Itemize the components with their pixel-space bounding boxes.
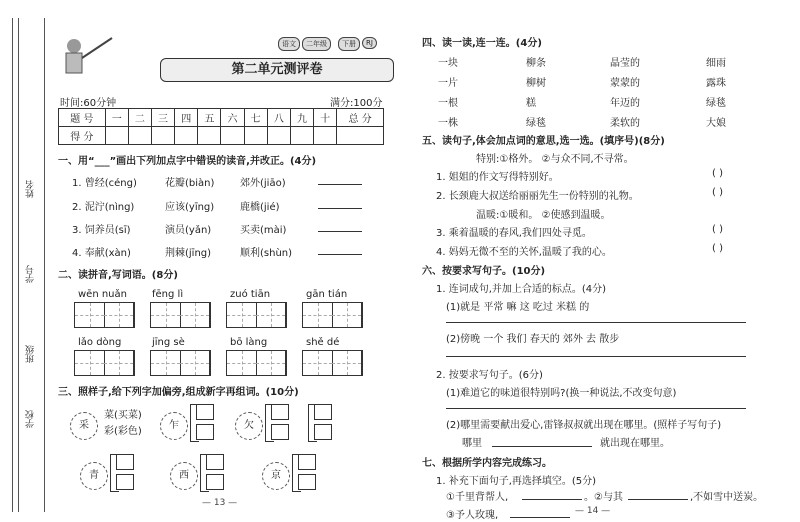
fill-text: 。②与其 (584, 492, 623, 503)
score-input[interactable] (314, 127, 337, 145)
score-cell: 五 (198, 109, 221, 127)
mascot-illustration (56, 34, 116, 80)
match-item[interactable]: 柔软的 (610, 118, 640, 129)
tag-subject: 语文 (278, 37, 300, 51)
char-box[interactable] (271, 424, 289, 440)
answer-line[interactable] (510, 517, 570, 518)
answer-line[interactable] (318, 208, 362, 209)
answer-line[interactable] (446, 356, 746, 357)
score-cell: 三 (151, 109, 174, 127)
binding-line (18, 18, 19, 512)
score-input[interactable] (198, 127, 221, 145)
pinyin: gān tián (306, 289, 348, 300)
example-word: 菜(买菜) (104, 410, 142, 421)
q1-item: 3. 饲养员(sī) (72, 225, 131, 236)
q1-item: 2. 泥泞(nìng) (72, 202, 135, 213)
match-item[interactable]: 绿毯 (526, 118, 546, 129)
definition: 温暖:①暖和。 ②使感到温暖。 (476, 210, 611, 221)
page-number-right: — 14 — (575, 506, 611, 516)
char-box[interactable] (206, 454, 224, 470)
match-item[interactable]: 一片 (438, 78, 458, 89)
q1-item: 演员(yǎn) (165, 225, 212, 236)
q6-task: (2)哪里需要献出爱心,雷锋叔叔就出现在哪里。(照样子写句子) (446, 420, 722, 431)
q1-item: 买卖(mài) (240, 225, 287, 236)
char-flower: 采 (70, 412, 98, 440)
char-box[interactable] (116, 454, 134, 470)
match-item[interactable]: 年迈的 (610, 98, 640, 109)
score-table (58, 108, 384, 145)
char-flower: 乍 (160, 412, 188, 440)
writing-grid[interactable] (302, 302, 363, 328)
match-item[interactable]: 晶莹的 (610, 58, 640, 69)
char-box[interactable] (314, 404, 332, 420)
score-input[interactable] (128, 127, 151, 145)
match-item[interactable]: 蒙蒙的 (610, 78, 640, 89)
match-item[interactable]: 细雨 (706, 58, 726, 69)
full-score: 满分:100分 (330, 98, 383, 109)
score-cell: 七 (244, 109, 267, 127)
match-item[interactable]: 露珠 (706, 78, 726, 89)
char-box[interactable] (206, 474, 224, 490)
name-label: 姓名 (26, 180, 36, 198)
answer-line[interactable] (446, 322, 746, 323)
answer-paren[interactable]: ( ) (712, 243, 723, 254)
q6-task: (1)难道它的味道很特别吗?(换一种说法,不改变句意) (446, 388, 677, 399)
score-input[interactable] (175, 127, 198, 145)
q1-item: 顺利(shùn) (240, 248, 293, 259)
pinyin: bō làng (230, 337, 268, 348)
q5-title: 五、读句子,体会加点词的意思,选一选。(填序号)(8分) (422, 136, 665, 147)
pattern-end: 就出现在哪里。 (600, 438, 670, 449)
q4-title: 四、读一读,连一连。(4分) (422, 38, 542, 49)
q7-title: 七、根据所学内容完成练习。 (422, 458, 552, 469)
match-item[interactable]: 一株 (438, 118, 458, 129)
definition: 特别:①格外。 ②与众不同,不寻常。 (476, 154, 634, 165)
char-flower: 青 (80, 462, 108, 490)
fill-text: ,不如雪中送炭。 (690, 492, 764, 503)
score-table-header (59, 109, 384, 127)
answer-line[interactable] (318, 231, 362, 232)
q5-sentence: 2. 长颈鹿大叔送给丽丽先生一份特别的礼物。 (436, 191, 639, 202)
writing-grid[interactable] (226, 302, 287, 328)
writing-grid[interactable] (74, 302, 135, 328)
score-cell: 六 (221, 109, 244, 127)
char-flower: 欠 (235, 412, 263, 440)
pinyin: shě dé (306, 337, 340, 348)
tag-grade: 二年级 (302, 37, 331, 51)
q7-sub: 1. 补充下面句子,再选择填空。(5分) (436, 476, 597, 487)
answer-line[interactable] (318, 254, 362, 255)
page-number-left: — 13 — (202, 498, 238, 508)
score-label: 得 分 (59, 127, 106, 145)
char-flower: 京 (262, 462, 290, 490)
q5-sentence: 1. 姐姐的作文写得特别好。 (436, 172, 559, 183)
match-item[interactable]: 一根 (438, 98, 458, 109)
score-input[interactable] (105, 127, 128, 145)
writing-grid[interactable] (226, 350, 287, 376)
time-info: 时间:60分钟 (60, 98, 117, 109)
pinyin: lǎo dòng (78, 337, 122, 348)
q1-item: 荆棘(jīng) (165, 248, 212, 259)
match-item[interactable]: 糕 (526, 98, 536, 109)
score-input[interactable] (244, 127, 267, 145)
binding-line (44, 18, 45, 512)
pattern-start: 哪里 (462, 438, 482, 449)
pinyin: wēn nuǎn (78, 289, 127, 300)
score-table-row (59, 127, 384, 145)
q1-title: 一、用“___”画出下列加点字中错误的读音,并改正。(4分) (58, 156, 317, 167)
answer-line[interactable] (318, 184, 362, 185)
q1-item: 花瓣(biàn) (165, 178, 215, 189)
char-box[interactable] (116, 474, 134, 490)
writing-grid[interactable] (150, 302, 211, 328)
school-label: 学校 (26, 410, 36, 428)
writing-grid[interactable] (74, 350, 135, 376)
pinyin: jīng sè (152, 337, 185, 348)
writing-grid[interactable] (302, 350, 363, 376)
pinyin: zuó tiān (230, 289, 271, 300)
q6-title: 六、按要求写句子。(10分) (422, 266, 546, 277)
class-label: 班级 (26, 345, 36, 363)
q1-item: 鹿橋(jié) (240, 202, 280, 213)
score-cell: 九 (290, 109, 313, 127)
char-box[interactable] (314, 424, 332, 440)
q1-item: 4. 奉献(xàn) (72, 248, 131, 259)
word-bank: (1)就是 平常 嘛 这 吃过 米糕 的 (446, 302, 590, 313)
q2-title: 二、读拼音,写词语。(8分) (58, 270, 178, 281)
score-cell: 题 号 (59, 109, 106, 127)
q1-item: 应该(yīng) (165, 202, 215, 213)
binding-strip (0, 0, 46, 522)
char-box[interactable] (196, 404, 214, 420)
q5-sentence: 4. 妈妈无微不至的关怀,温暖了我的心。 (436, 247, 612, 258)
tag-edition: RJ (362, 37, 377, 49)
score-cell: 十 (314, 109, 337, 127)
char-box[interactable] (196, 424, 214, 440)
example-word: 彩(彩色) (104, 426, 142, 437)
score-cell: 一 (105, 109, 128, 127)
score-input[interactable] (221, 127, 244, 145)
writing-grid[interactable] (150, 350, 211, 376)
pinyin: fēng lì (152, 289, 184, 300)
q1-item: 郊外(jiāo) (240, 178, 286, 189)
answer-line[interactable] (522, 499, 582, 500)
answer-paren[interactable]: ( ) (712, 168, 723, 179)
match-item[interactable]: 大娘 (706, 118, 726, 129)
score-input[interactable] (151, 127, 174, 145)
answer-paren[interactable]: ( ) (712, 187, 723, 198)
char-box[interactable] (271, 404, 289, 420)
match-item[interactable]: 柳树 (526, 78, 546, 89)
score-cell: 总 分 (337, 109, 384, 127)
answer-line[interactable] (446, 408, 746, 409)
score-input[interactable] (290, 127, 313, 145)
char-box[interactable] (298, 454, 316, 470)
q6-sub: 1. 连词成句,并加上合适的标点。(4分) (436, 284, 607, 295)
score-cell: 二 (128, 109, 151, 127)
score-input[interactable] (337, 127, 384, 145)
answer-line[interactable] (492, 446, 592, 447)
score-cell: 八 (267, 109, 290, 127)
fill-text: ③予人玫瑰, (446, 510, 499, 521)
match-item[interactable]: 绿毯 (706, 98, 726, 109)
q5-sentence: 3. 乘着温暖的春风,我们四处寻觅。 (436, 228, 592, 239)
q1-item: 1. 曾经(céng) (72, 178, 137, 189)
match-item[interactable]: 柳条 (526, 58, 546, 69)
q6-sub: 2. 按要求写句子。(6分) (436, 370, 543, 381)
char-box[interactable] (298, 474, 316, 490)
char-flower: 西 (170, 462, 198, 490)
tag-volume: 下册 (338, 37, 360, 51)
page-title: 第二单元测评卷 (160, 58, 394, 82)
q3-title: 三、照样子,给下列字加偏旁,组成新字再组词。(10分) (58, 387, 299, 398)
fill-text: ①千里背帮人, (446, 492, 509, 503)
binding-line (12, 18, 13, 512)
word-bank: (2)傍晚 一个 我们 春天的 郊外 去 散步 (446, 334, 620, 345)
answer-line[interactable] (628, 499, 688, 500)
answer-paren[interactable]: ( ) (712, 224, 723, 235)
score-input[interactable] (267, 127, 290, 145)
score-cell: 四 (175, 109, 198, 127)
match-item[interactable]: 一块 (438, 58, 458, 69)
id-label: 学号 (26, 265, 36, 283)
